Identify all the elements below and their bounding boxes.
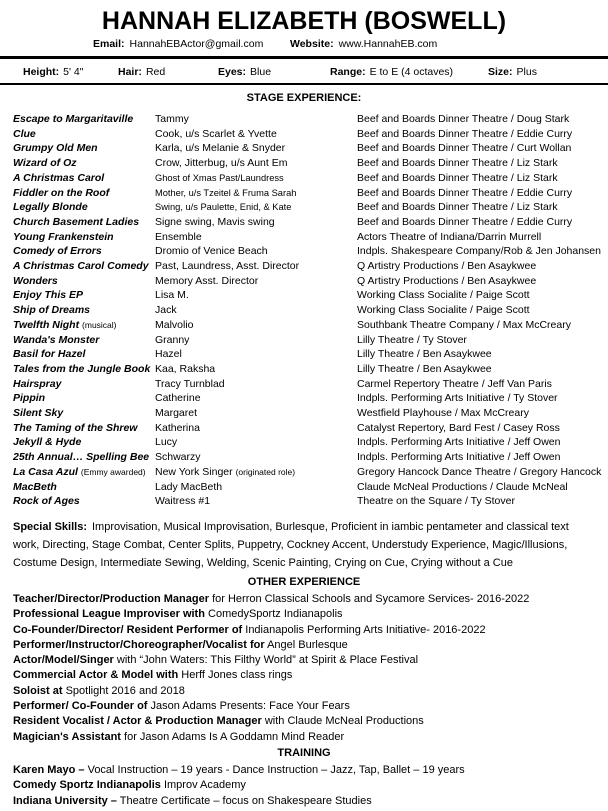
theatre-director: Gregory Hancock Dance Theatre / Gregory Hancock bbox=[357, 465, 602, 478]
stage-row bbox=[13, 186, 595, 201]
theatre-director: Indpls. Shakespeare Company/Rob & Jen Johansen bbox=[357, 245, 601, 258]
other-experience-item-bold: Performer/Instructor/Choreographer/Vocalist for bbox=[13, 638, 265, 651]
role: Schwarzy bbox=[155, 451, 201, 464]
show-title: Wonders bbox=[13, 274, 58, 287]
other-experience-heading: OTHER EXPERIENCE bbox=[247, 575, 361, 588]
theatre-director: Q Artistry Productions / Ben Asaykwee bbox=[357, 274, 537, 287]
theatre-director: Indpls. Performing Arts Initiative / Jeff Owen bbox=[357, 451, 561, 464]
stat-item bbox=[118, 66, 165, 78]
role: Malvolio bbox=[155, 318, 194, 331]
role: Dromio of Venice Beach bbox=[155, 245, 268, 258]
show-title: Grumpy Old Men bbox=[13, 142, 98, 155]
theatre-director: Westfield Playhouse / Max McCreary bbox=[357, 407, 529, 420]
stat-label: Eyes: bbox=[218, 66, 247, 78]
show-note: (Emmy awarded) bbox=[80, 466, 146, 477]
theatre-director: Catalyst Repertory, Bard Fest / Casey Ross bbox=[357, 421, 560, 434]
other-experience-item-bold: Magician's Assistant bbox=[13, 730, 121, 743]
theatre-director: Carmel Repertory Theatre / Jeff Van Paris bbox=[357, 377, 552, 390]
role: Catherine bbox=[155, 392, 201, 405]
stage-row bbox=[13, 156, 595, 171]
stat-value: Red bbox=[145, 66, 166, 78]
role: Tracy Turnblad bbox=[155, 377, 225, 390]
role: Crow, Jitterbug, u/s Aunt Em bbox=[155, 157, 288, 170]
theatre-director: Claude McNeal Productions / Claude McNeal bbox=[357, 480, 568, 493]
role: Ghost of Xmas Past/Laundress bbox=[155, 172, 284, 183]
training-item-rest: Improv Academy bbox=[160, 779, 246, 792]
show-title: Enjoy This EP bbox=[13, 289, 84, 302]
theatre-director: Q Artistry Productions / Ben Asaykwee bbox=[357, 260, 537, 273]
show-title: The Taming of the Shrew bbox=[13, 421, 138, 434]
theatre-director: Lilly Theatre / Ben Asaykwee bbox=[357, 348, 492, 361]
other-experience-list bbox=[13, 592, 595, 745]
training-item-rest: Theatre Certificate – focus on Shakespeare Studies bbox=[116, 794, 372, 807]
stat-label: Size: bbox=[488, 66, 513, 78]
training-item-rest: Vocal Instruction – 19 years - Dance Instruction – Jazz, Tap, Ballet – 19 years bbox=[84, 763, 465, 776]
show-title: Young Frankenstein bbox=[13, 230, 114, 243]
role: Margaret bbox=[155, 407, 198, 420]
training-item-bold: Indiana University – bbox=[13, 794, 117, 807]
training-item bbox=[13, 763, 595, 778]
stage-row bbox=[13, 259, 595, 274]
other-experience-item-rest: ComedySportz Indianapolis bbox=[204, 608, 343, 621]
other-experience-item bbox=[13, 607, 595, 622]
other-experience-item-bold: Performer/ Co-Founder of bbox=[13, 700, 148, 713]
show-title: Tales from the Jungle Book bbox=[13, 362, 151, 375]
show-note: (musical) bbox=[82, 319, 117, 330]
training-item-bold: Comedy Sportz Indianapolis bbox=[13, 779, 161, 792]
theatre-director: Beef and Boards Dinner Theatre / Doug Stark bbox=[357, 113, 570, 125]
show-title: Escape to Margaritaville bbox=[13, 113, 134, 125]
other-experience-item-rest: for Jason Adams Is A Goddamn Mind Reader bbox=[120, 730, 345, 743]
special-skills bbox=[13, 518, 595, 572]
show-title: Legally Blonde bbox=[13, 201, 88, 214]
theatre-director: Beef and Boards Dinner Theatre / Liz Stark bbox=[357, 157, 558, 170]
show-title: Basil for Hazel bbox=[13, 348, 86, 361]
stage-row bbox=[13, 480, 595, 495]
other-experience-item bbox=[13, 714, 595, 729]
other-experience-item-rest: Spotlight 2016 and 2018 bbox=[62, 684, 185, 697]
stat-value: Plus bbox=[516, 66, 537, 78]
training-list bbox=[13, 763, 595, 809]
stat-item bbox=[218, 66, 271, 78]
role: Karla, u/s Melanie & Snyder bbox=[155, 142, 286, 155]
theatre-director: Lilly Theatre / Ben Asaykwee bbox=[357, 362, 492, 375]
show-title: Rock of Ages bbox=[13, 495, 80, 508]
show-title: Wanda's Monster bbox=[13, 333, 100, 346]
stage-row bbox=[13, 318, 595, 333]
theatre-director: Theatre on the Square / Ty Stover bbox=[357, 495, 515, 508]
stage-row bbox=[13, 141, 595, 156]
role: Katherina bbox=[155, 421, 200, 434]
stage-row bbox=[13, 303, 595, 318]
role: Kaa, Raksha bbox=[155, 362, 216, 375]
stage-row bbox=[13, 465, 602, 480]
role: Lucy bbox=[155, 436, 178, 449]
role: Granny bbox=[155, 333, 190, 346]
other-experience-item bbox=[13, 730, 595, 745]
stats-divider bbox=[0, 83, 608, 85]
role: Swing, u/s Paulette, Enid, & Kate bbox=[155, 202, 292, 213]
other-experience-item-bold: Teacher/Director/Production Manager bbox=[13, 592, 210, 605]
role-note: (originated role) bbox=[235, 466, 296, 477]
other-experience-item bbox=[13, 684, 595, 699]
stat-item bbox=[488, 66, 537, 78]
stage-row bbox=[13, 450, 595, 465]
theatre-director: Beef and Boards Dinner Theatre / Curt Wollan bbox=[357, 142, 572, 155]
special-skills-label: Special Skills: bbox=[13, 520, 87, 533]
show-title: A Christmas Carol bbox=[13, 171, 105, 184]
theatre-director: Southbank Theatre Company / Max McCreary bbox=[357, 318, 571, 331]
other-experience-item-bold: Commercial Actor & Model with bbox=[13, 669, 179, 682]
theatre-director: Working Class Socialite / Paige Scott bbox=[357, 289, 530, 302]
other-experience-item bbox=[13, 699, 595, 714]
header-divider bbox=[0, 56, 608, 59]
stage-row bbox=[13, 274, 595, 289]
role: Cook, u/s Scarlet & Yvette bbox=[155, 127, 277, 140]
other-experience-item-bold: Actor/Model/Singer bbox=[13, 654, 114, 667]
theatre-director: Indpls. Performing Arts Initiative / Ty Stover bbox=[357, 392, 558, 405]
stat-item bbox=[23, 66, 84, 78]
theatre-director: Actors Theatre of Indiana/Darrin Murrell bbox=[357, 230, 542, 243]
contact-row bbox=[13, 38, 595, 51]
other-experience-item-rest: with “John Waters: This Filthy World” at Spirit & Place Festival bbox=[113, 654, 419, 667]
training-heading: TRAINING bbox=[277, 746, 331, 759]
stage-row bbox=[13, 391, 595, 406]
stat-value: 5' 4" bbox=[63, 66, 84, 78]
show-title: MacBeth bbox=[13, 480, 57, 493]
other-experience-item bbox=[13, 623, 595, 638]
show-title: Clue bbox=[13, 127, 36, 140]
stage-row bbox=[13, 406, 595, 421]
other-experience-item-bold: Resident Vocalist / Actor & Production Manager bbox=[13, 715, 262, 728]
other-experience-item-bold: Professional League Improviser with bbox=[13, 608, 205, 621]
show-title: Comedy of Errors bbox=[13, 245, 102, 258]
role: Past, Laundress, Asst. Director bbox=[155, 260, 300, 273]
other-experience-item-rest: with Claude McNeal Productions bbox=[261, 715, 424, 728]
training-item bbox=[13, 794, 595, 809]
show-title: 25th Annual… Spelling Bee bbox=[13, 451, 150, 464]
other-experience-item-rest: Indianapolis Performing Arts Initiative- 2016-2022 bbox=[242, 623, 486, 636]
stats-row bbox=[13, 66, 595, 79]
stage-row bbox=[13, 333, 595, 348]
stage-row bbox=[13, 127, 595, 142]
stage-row bbox=[13, 377, 595, 392]
role: Memory Asst. Director bbox=[155, 274, 259, 287]
stage-row bbox=[13, 494, 595, 509]
other-experience-item bbox=[13, 668, 595, 683]
other-experience-item bbox=[13, 638, 595, 653]
stage-row bbox=[13, 200, 595, 215]
stat-label: Hair: bbox=[118, 66, 142, 78]
stage-row bbox=[13, 421, 595, 436]
stat-label: Range: bbox=[330, 66, 366, 78]
special-skills-text: Improvisation, Musical Improvisation, Burlesque, Proficient in iambic pentameter and classical text work, Directing, Stage Combat, Center Splits, Puppetry, Cockney Accent, Understudy Experience, Magic/Illusions, Costume Design, Intermediate Sewing, Welding, Scenic Painting, Crying on Cue, Crying without a Cue bbox=[13, 520, 569, 569]
stage-row bbox=[13, 362, 595, 377]
page-title: HANNAH ELIZABETH (BOSWELL) bbox=[101, 7, 507, 35]
show-title: Twelfth Night (musical) bbox=[13, 318, 117, 331]
stage-row bbox=[13, 244, 601, 259]
show-title: Fiddler on the Roof bbox=[13, 186, 110, 199]
other-experience-item-bold: Soloist at bbox=[13, 684, 63, 697]
role: Ensemble bbox=[155, 230, 202, 243]
role: Jack bbox=[155, 304, 177, 317]
show-title: Church Basement Ladies bbox=[13, 215, 140, 228]
role: New York Singer (originated role) bbox=[155, 465, 296, 478]
stat-value: E to E (4 octaves) bbox=[369, 66, 454, 78]
stage-experience-table bbox=[13, 112, 602, 509]
role: Signe swing, Mavis swing bbox=[155, 215, 275, 228]
role: Lisa M. bbox=[155, 289, 189, 302]
website-value: www.HannahEB.com bbox=[338, 38, 438, 50]
theatre-director: Lilly Theatre / Ty Stover bbox=[357, 333, 467, 346]
stage-row bbox=[13, 112, 595, 127]
stat-item bbox=[330, 66, 453, 78]
show-title: Wizard of Oz bbox=[13, 157, 77, 170]
role: Hazel bbox=[155, 348, 182, 361]
theatre-director: Beef and Boards Dinner Theatre / Liz Stark bbox=[357, 201, 558, 214]
stage-row bbox=[13, 288, 595, 303]
show-title: Pippin bbox=[13, 392, 46, 405]
training-item bbox=[13, 778, 595, 793]
website-field bbox=[290, 38, 437, 50]
stage-row bbox=[13, 230, 595, 245]
stage-row bbox=[13, 347, 595, 362]
stage-row bbox=[13, 435, 595, 450]
role: Waitress #1 bbox=[155, 495, 211, 508]
theatre-director: Working Class Socialite / Paige Scott bbox=[357, 304, 530, 317]
training-item-bold: Karen Mayo – bbox=[13, 763, 85, 776]
role: Mother, u/s Tzeitel & Fruma Sarah bbox=[155, 187, 297, 198]
theatre-director: Beef and Boards Dinner Theatre / Eddie Curry bbox=[357, 186, 573, 199]
stage-experience-heading: STAGE EXPERIENCE: bbox=[246, 92, 362, 104]
other-experience-item bbox=[13, 592, 595, 607]
other-experience-item-rest: for Herron Classical Schools and Sycamore Services- 2016-2022 bbox=[209, 592, 530, 605]
show-title: Silent Sky bbox=[13, 407, 64, 420]
show-title: Hairspray bbox=[13, 377, 62, 390]
stat-value: Blue bbox=[250, 66, 272, 78]
show-title: Ship of Dreams bbox=[13, 304, 91, 317]
email-field bbox=[93, 38, 263, 50]
other-experience-item bbox=[13, 653, 595, 668]
show-title: A Christmas Carol Comedy bbox=[13, 260, 149, 273]
theatre-director: Beef and Boards Dinner Theatre / Eddie Curry bbox=[357, 215, 573, 228]
theatre-director: Indpls. Performing Arts Initiative / Jeff Owen bbox=[357, 436, 561, 449]
show-title: Jekyll & Hyde bbox=[13, 436, 82, 449]
other-experience-item-bold: Co-Founder/Director/ Resident Performer of bbox=[13, 623, 243, 636]
role: Tammy bbox=[155, 113, 189, 125]
stat-label: Height: bbox=[23, 66, 60, 78]
website-label: Website: bbox=[290, 38, 334, 50]
theatre-director: Beef and Boards Dinner Theatre / Eddie Curry bbox=[357, 127, 573, 140]
show-title: La Casa Azul (Emmy awarded) bbox=[13, 465, 146, 478]
other-experience-item-rest: Jason Adams Presents: Face Your Fears bbox=[147, 700, 350, 713]
other-experience-item-rest: Angel Burlesque bbox=[264, 638, 348, 651]
stage-row bbox=[13, 171, 595, 186]
email-label: Email: bbox=[93, 38, 125, 50]
stage-row bbox=[13, 215, 595, 230]
theatre-director: Beef and Boards Dinner Theatre / Liz Stark bbox=[357, 171, 558, 184]
role: Lady MacBeth bbox=[155, 480, 223, 493]
email-value: HannahEBActor@gmail.com bbox=[129, 38, 264, 50]
other-experience-item-rest: Herff Jones class rings bbox=[178, 669, 293, 682]
